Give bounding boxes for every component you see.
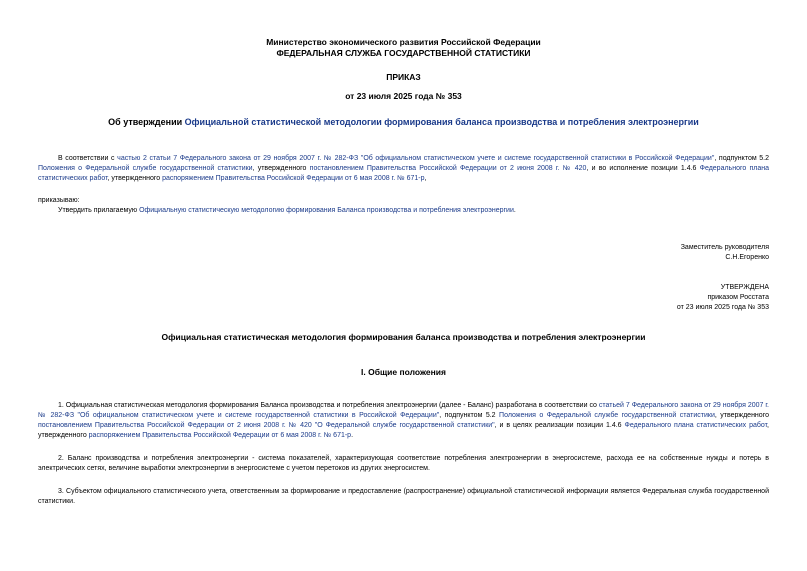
- preamble-text-6: ,: [424, 175, 427, 182]
- preamble-link-plan[interactable]: Федерального плана статистических работ: [38, 165, 769, 182]
- doc-type: ПРИКАЗ: [386, 72, 421, 82]
- p1-link-decree[interactable]: постановлением Правительства Российской Федерации от 2 июня 2008 г. № 420 "О Федеральной службе государственной статистики": [38, 422, 495, 429]
- order-text-1: Утвердить прилагаемую: [58, 207, 140, 214]
- p1-text-1: 1. Официальная статистическая методология формирования Баланса производства и потребления электроэнергии (далее - Баланс) разработана в соответствии со: [58, 402, 599, 409]
- preamble-link-law[interactable]: частью 2 статьи 7 Федерального закона от 29 ноября 2007 г. № 282-ФЗ "Об официальном статистическом учете и системе государственной статистики в Российской Федерации": [117, 155, 715, 162]
- section-heading: I. Общие положения: [361, 367, 446, 377]
- p1-text-2: , подпунктом 5.2: [439, 412, 500, 419]
- approval-line-3: от 23 июля 2025 года № 353: [676, 304, 769, 311]
- document-page: [38, 0, 769, 507]
- signature-name: С.Н.Егоренко: [725, 254, 769, 261]
- preamble-link-decree[interactable]: постановлением Правительства Российской Федерации от 2 июня 2008 г. № 420: [309, 165, 587, 172]
- order-word: приказываю:: [38, 197, 80, 204]
- p1-text-6: .: [351, 432, 354, 439]
- approval-line-2: приказом Росстата: [707, 294, 769, 301]
- doc-date: от 23 июля 2025 года № 353: [345, 91, 462, 101]
- p1-link-order[interactable]: распоряжением Правительства Российской Федерации от 6 мая 2008 г. № 671-р: [88, 432, 352, 439]
- preamble-text-5: , утвержденного: [107, 175, 163, 182]
- preamble-text-3: , утвержденного: [252, 165, 310, 172]
- p1-link-plan[interactable]: Федерального плана статистических работ: [624, 422, 768, 429]
- p1-link-regulation[interactable]: Положения о Федеральной службе государственной статистики: [499, 412, 715, 419]
- paragraph-1: [38, 401, 769, 441]
- preamble-text-2: , подпунктом 5.2: [714, 155, 770, 162]
- document-title: [38, 116, 769, 128]
- paragraph-3: 3. Субъектом официального статистического учета, ответственным за формирование и предоставление (распространение) официальной статистической информации является Федеральная служба государственной статистики.: [38, 488, 769, 505]
- ministry-name: Министерство экономического развития Российской Федерации: [266, 37, 541, 47]
- order-link-methodology[interactable]: Официальную статистическую методологию формирования Баланса производства и потребления электроэнергии: [139, 207, 514, 214]
- p1-text-3: , утвержденного: [714, 412, 769, 419]
- preamble-text-1: В соответствии с: [58, 155, 118, 162]
- p1-link-law[interactable]: статьей 7 Федерального закона от 29 ноября 2007 г. № 282-ФЗ "Об официальном статистическом учете и системе государственной статистики в Российской Федерации": [38, 402, 769, 419]
- methodology-title: Официальная статистическая методология формирования баланса производства и потребления электроэнергии: [161, 332, 646, 342]
- p1-text-5: , утвержденного: [38, 422, 769, 439]
- order-text-2: .: [513, 207, 516, 214]
- signature-position: Заместитель руководителя: [680, 244, 769, 251]
- p1-text-4: , и в целях реализации позиции 1.4.6: [494, 422, 625, 429]
- preamble-link-order[interactable]: распоряжением Правительства Российской Федерации от 6 мая 2008 г. № 671-р: [162, 175, 425, 182]
- service-name: ФЕДЕРАЛЬНАЯ СЛУЖБА ГОСУДАРСТВЕННОЙ СТАТИСТИКИ: [276, 48, 531, 58]
- order-text: [38, 206, 769, 216]
- preamble-link-regulation[interactable]: Положения о Федеральной службе государственной статистики: [38, 165, 253, 172]
- approval-line-1: УТВЕРЖДЕНА: [720, 284, 769, 291]
- paragraph-2: 2. Баланс производства и потребления электроэнергии - система показателей, характеризующая соответствие потребления электроэнергии в энергосистеме, расхода ее на собственные нужды и потерь в электрических сетях, величине выработки электроэнергии в энергосистеме с учетом перетоков из других энергосистем.: [38, 455, 769, 472]
- title-prefix: Об утверждении: [108, 117, 185, 127]
- title-link[interactable]: Официальной статистической методологии формирования баланса производства и потребления электроэнергии: [184, 117, 699, 127]
- preamble-text-4: , и во исполнение позиции 1.4.6: [586, 165, 700, 172]
- preamble: [38, 154, 769, 184]
